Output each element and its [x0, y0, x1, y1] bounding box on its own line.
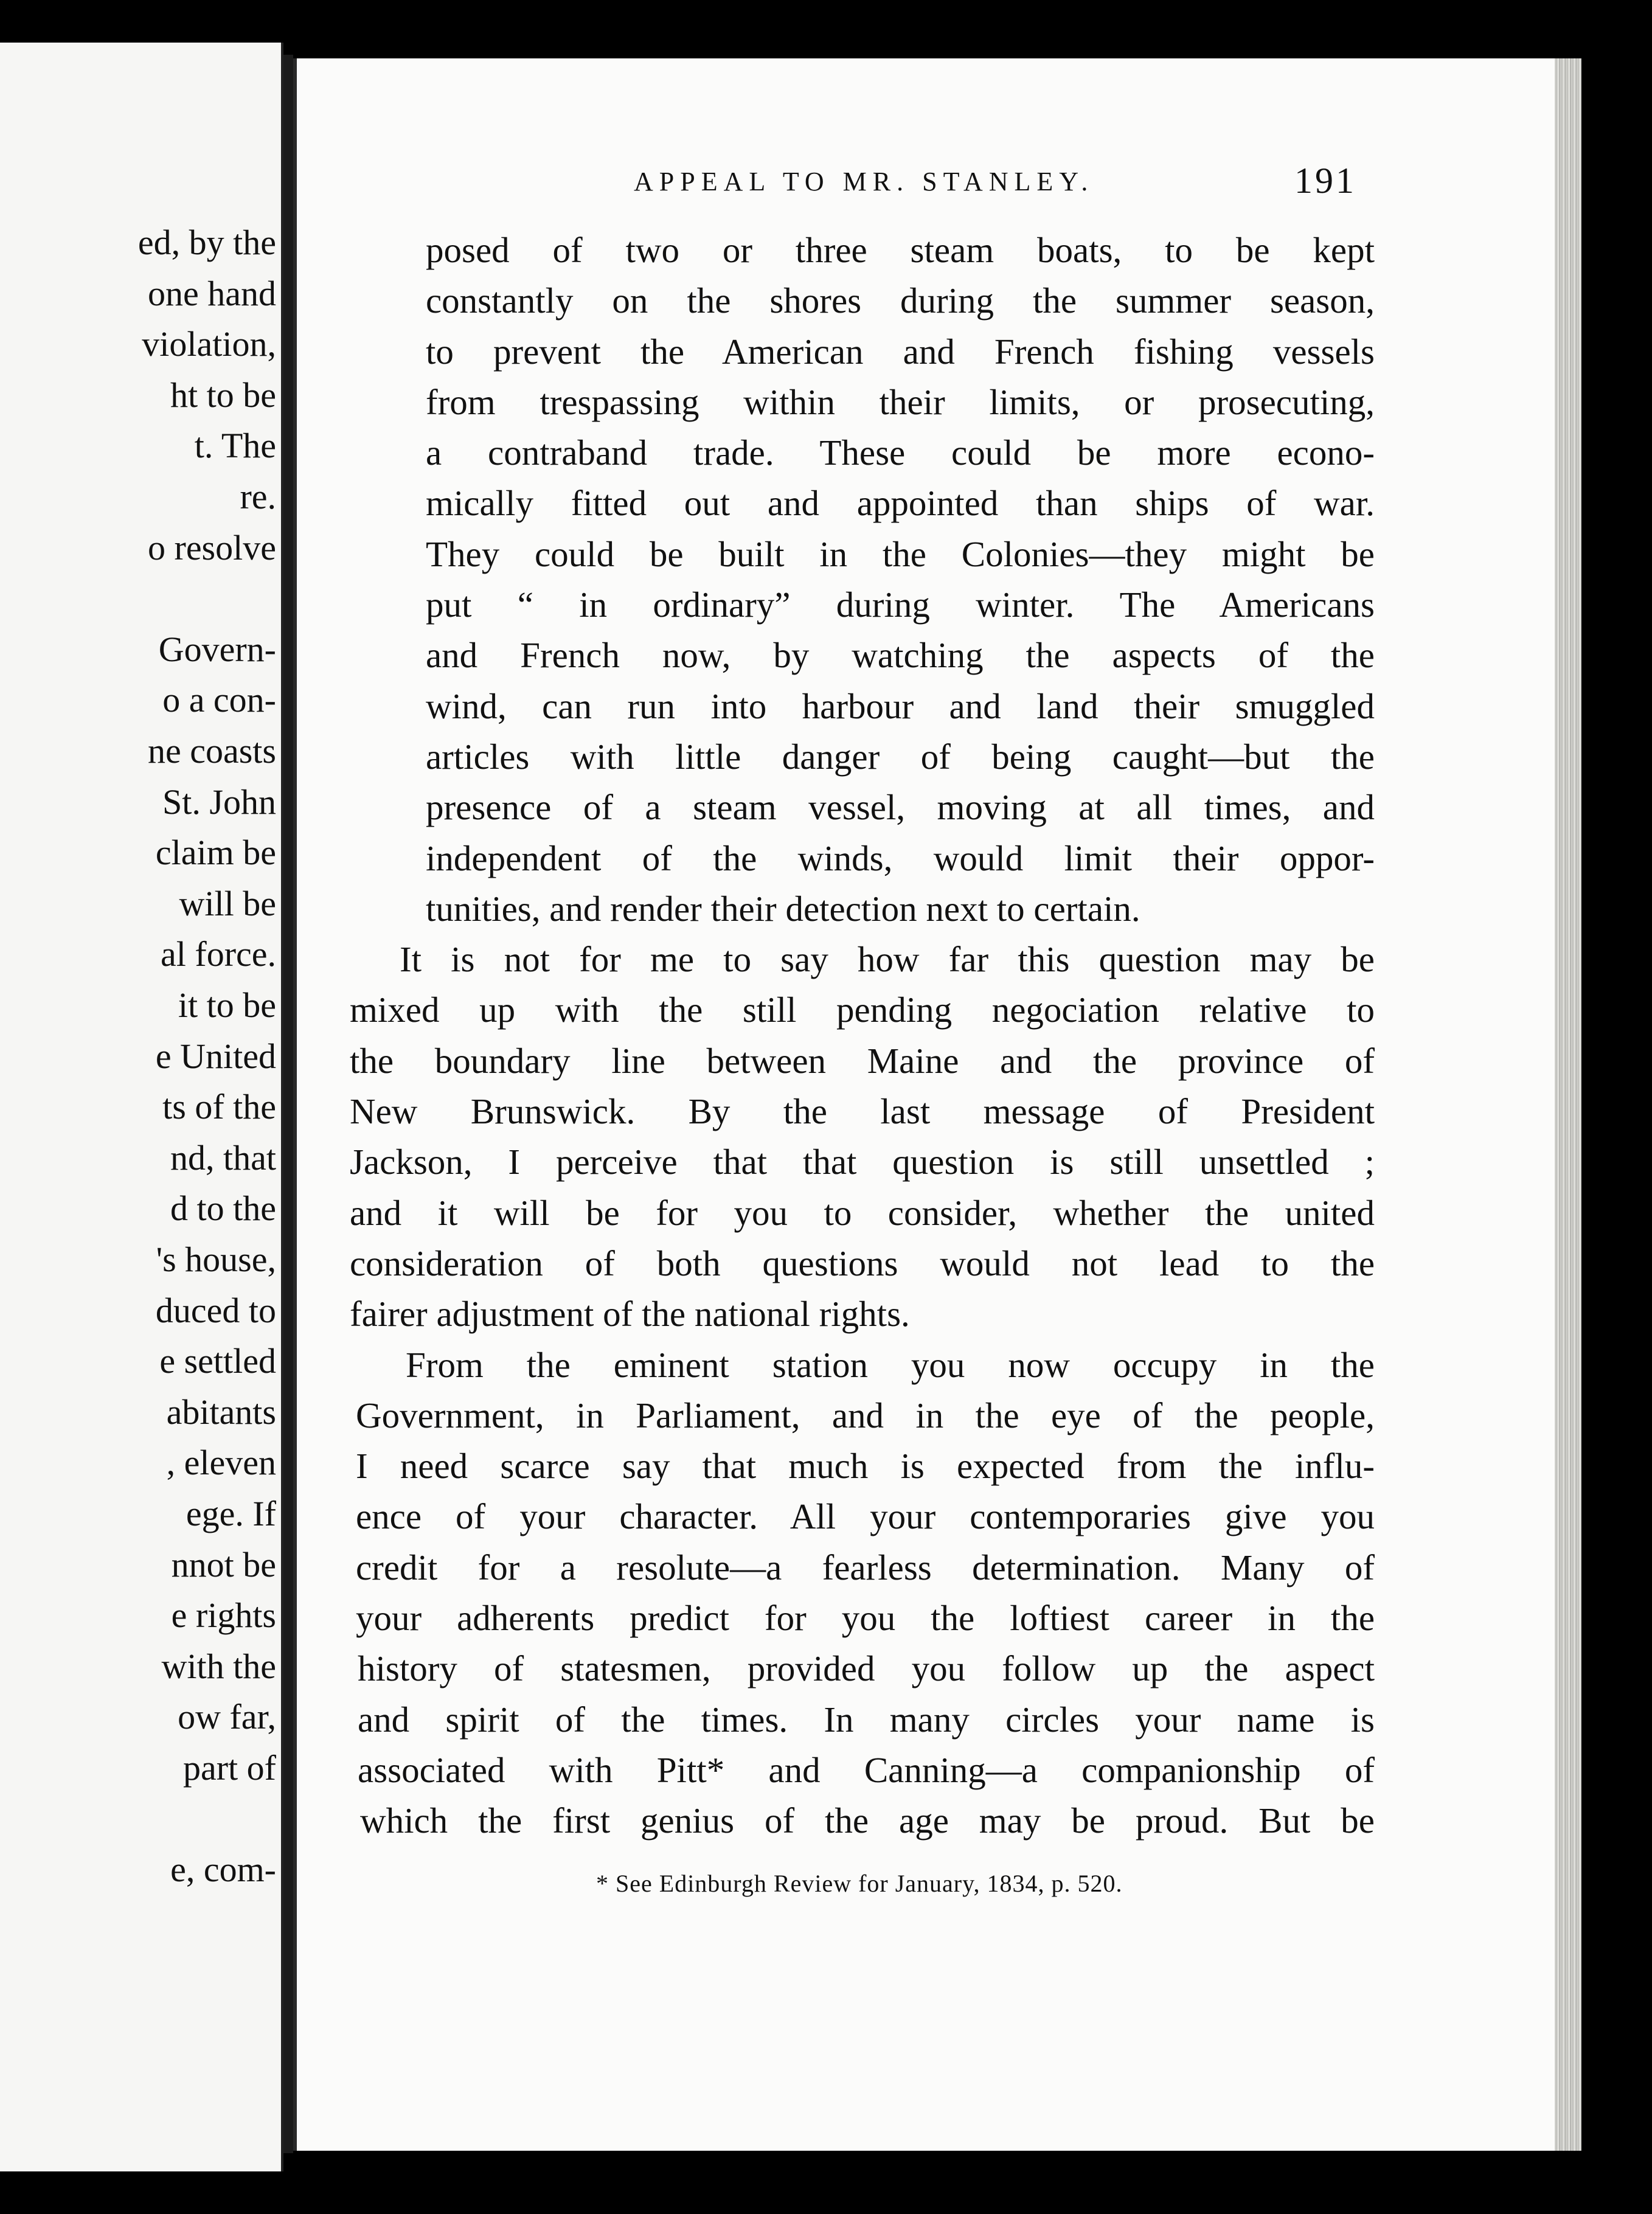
text-line: constantly on the shores during the summer season, [426, 280, 1375, 321]
left-page-line: e settled [159, 1341, 276, 1381]
left-page-line: nnot be [171, 1544, 276, 1584]
left-page-line: d to the [170, 1189, 276, 1229]
left-page-fragment [0, 43, 283, 2171]
text-line: which the first genius of the age may be proud. But be [360, 1800, 1375, 1841]
left-page-line: nd, that [170, 1137, 276, 1178]
page-number: 191 [1294, 161, 1356, 201]
left-page-line: with the [161, 1646, 276, 1686]
text-line: the boundary line between Maine and the province of [350, 1040, 1375, 1081]
left-page-line: e rights [171, 1595, 276, 1636]
left-page-line: it to be [178, 985, 276, 1025]
text-line: credit for a resolute—a fearless determination. Many of [356, 1547, 1375, 1588]
text-line: tunities, and render their detection next to certain. [426, 888, 1140, 929]
left-page-line: o resolve [148, 527, 276, 567]
left-page-line: , eleven [166, 1443, 276, 1483]
text-line: independent of the winds, would limit their oppor- [426, 838, 1375, 878]
left-page-line: ne coasts [148, 731, 276, 771]
left-page-line: 's house, [156, 1240, 276, 1279]
text-line: and spirit of the times. In many circles your name is [358, 1699, 1375, 1740]
text-line: Government, in Parliament, and in the eye of the people, [356, 1395, 1375, 1435]
text-line: wind, can run into harbour and land their smuggled [426, 685, 1375, 726]
text-line: fairer adjustment of the national rights. [350, 1294, 910, 1334]
text-line: mixed up with the still pending negociation relative to [350, 990, 1375, 1030]
left-page-line: Govern- [158, 629, 276, 669]
left-page-line: part of [183, 1748, 276, 1788]
paragraph-start-line: From the eminent station you now occupy in the [406, 1344, 1375, 1385]
text-line: from trespassing within their limits, or prosecuting, [426, 381, 1375, 422]
text-line: a contraband trade. These could be more econo- [426, 432, 1375, 473]
left-page-line: abitants [166, 1392, 276, 1432]
text-line: associated with Pitt* and Canning—a companionship of [358, 1749, 1375, 1790]
left-page-line: e United [155, 1036, 276, 1076]
left-page-line: claim be [155, 833, 276, 873]
text-line: They could be built in the Colonies—they might be [426, 533, 1375, 574]
left-page-line: violation, [142, 324, 276, 364]
left-page-line: ht to be [170, 375, 276, 415]
left-page-line: ege. If [186, 1494, 276, 1533]
text-line: your adherents predict for you the loftiest career in the [356, 1598, 1375, 1639]
text-line: posed of two or three steam boats, to be kept [426, 230, 1375, 270]
text-line: consideration of both questions would not lead to the [350, 1243, 1375, 1283]
left-page-line: o a con- [162, 680, 276, 720]
left-page-line: t. The [194, 426, 276, 466]
text-line: Jackson, I perceive that that question is still unsettled ; [350, 1142, 1375, 1182]
text-line: and French now, by watching the aspects of the [426, 635, 1375, 676]
text-line: mically fitted out and appointed than ships of war. [426, 483, 1375, 524]
footnote: * See Edinburgh Review for January, 1834, p. 520. [596, 1870, 1123, 1897]
text-line: to prevent the American and French fishing vessels [426, 331, 1375, 372]
paragraph-start-line: It is not for me to say how far this question may be [400, 939, 1375, 980]
text-line: presence of a steam vessel, moving at all times, and [426, 787, 1375, 828]
text-line: I need scarce say that much is expected from the influ- [356, 1446, 1375, 1487]
body-text [350, 225, 1375, 1847]
text-line: and it will be for you to consider, whether the united [350, 1192, 1375, 1233]
running-head: APPEAL TO MR. STANLEY. [634, 167, 1094, 196]
page-edge [1555, 58, 1581, 2151]
text-line: New Brunswick. By the last message of President [350, 1091, 1375, 1132]
left-page-line: ed, by the [137, 223, 276, 262]
book-gutter [283, 55, 293, 2153]
left-page-line: e, com- [170, 1850, 276, 1890]
text-line: articles with little danger of being caught—but the [426, 736, 1375, 777]
text-line: history of statesmen, provided you follow up the aspect [358, 1648, 1375, 1689]
left-page-line: al force. [161, 934, 276, 974]
left-page-line: re. [240, 477, 276, 516]
left-page-line: St. John [162, 782, 276, 822]
left-page-line: one hand [148, 273, 276, 313]
left-page-line: ow far, [178, 1697, 276, 1737]
left-page-line: duced to [155, 1290, 276, 1330]
text-line: put “ in ordinary” during winter. The Americans [426, 585, 1375, 625]
text-line: ence of your character. All your contemporaries give you [356, 1496, 1375, 1537]
left-page-line: will be [179, 883, 276, 923]
left-page-line: ts of the [162, 1087, 276, 1127]
